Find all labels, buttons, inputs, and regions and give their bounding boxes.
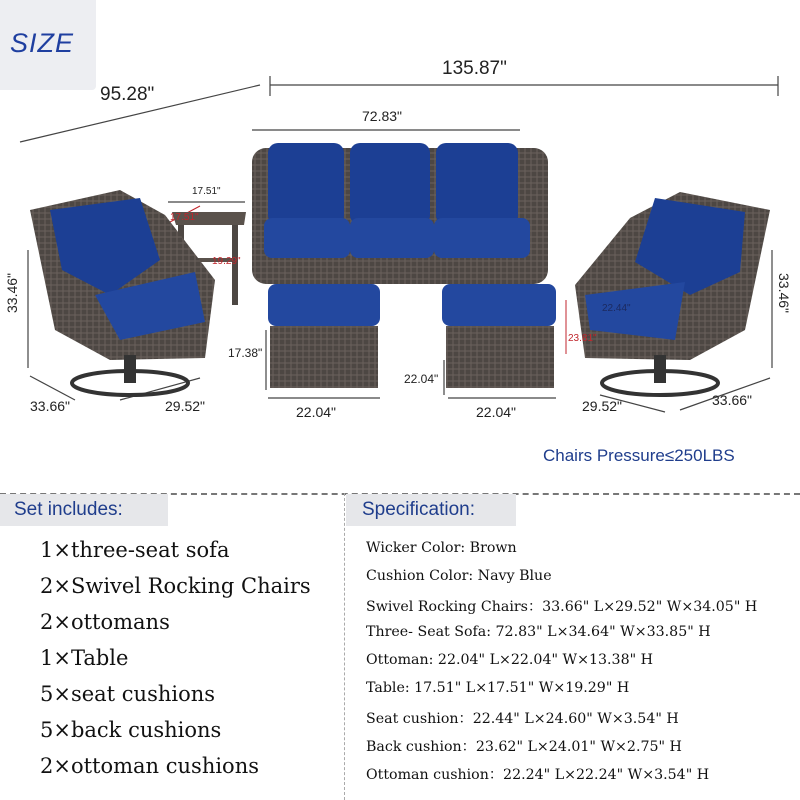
dim-table-side: 17.51" (170, 212, 199, 223)
spec-item: Back cushion：23.62" L×24.01" W×2.75" H (366, 739, 682, 755)
list-item: 5×back cushions (40, 718, 222, 742)
ottoman-illustration-1 (268, 284, 380, 388)
set-includes-list (40, 538, 311, 790)
dim-ottoman1-width: 22.04" (296, 404, 337, 420)
spec-item: Cushion Color: Navy Blue (366, 568, 552, 584)
spec-item: Table: 17.51" L×17.51" W×19.29" H (366, 680, 630, 696)
dim-table-height: 19.29" (212, 256, 241, 267)
specification-list (366, 540, 757, 792)
spec-item: Ottoman cushion：22.24" L×22.24" W×3.54" H (366, 767, 710, 783)
dim-right-chair-height: 33.46" (776, 272, 793, 314)
ottoman-illustration-2 (442, 284, 556, 388)
dim-overall-width: 135.87" (442, 58, 507, 79)
dim-right-chair-width: 29.52" (582, 398, 623, 414)
list-item: 2×ottomans (40, 610, 170, 634)
list-item: 1×Table (40, 646, 129, 670)
dim-ottoman2-width: 22.04" (476, 404, 517, 420)
dim-table-top: 17.51" (192, 186, 221, 197)
spec-item: Three- Seat Sofa: 72.83" L×34.64" W×33.85" H (366, 624, 711, 640)
spec-item: Ottoman: 22.04" L×22.04" W×13.38" H (366, 652, 654, 668)
dim-left-chair-depth: 33.66" (30, 398, 71, 414)
list-item: 5×seat cushions (40, 682, 216, 706)
set-includes-title: Set includes: (14, 499, 123, 520)
dim-sofa-width: 72.83" (362, 108, 403, 124)
dim-left-chair-height: 33.46" (4, 272, 21, 314)
right-chair-illustration (575, 192, 770, 395)
dim-left-chair-width: 29.52" (165, 398, 206, 414)
dim-seat-cushion-width: 22.44" (602, 303, 631, 314)
spec-item: Wicker Color: Brown (366, 540, 517, 556)
dim-right-chair-depth: 33.66" (712, 392, 753, 408)
chairs-pressure-note: Chairs Pressure≤250LBS (543, 446, 735, 465)
dim-ottoman1-height: 17.38" (228, 346, 263, 360)
size-label: SIZE (10, 28, 75, 58)
sofa-illustration (252, 143, 548, 284)
specification-title: Specification: (362, 499, 476, 520)
dim-overall-depth: 95.28" (100, 84, 155, 105)
spec-item: Seat cushion：22.44" L×24.60" W×3.54" H (366, 711, 679, 727)
column-divider (344, 493, 345, 800)
list-item: 2×ottoman cushions (40, 754, 260, 778)
dim-ottoman2-depth: 22.04" (404, 372, 439, 386)
spec-item: Swivel Rocking Chairs：33.66" L×29.52" W×34.05" H (366, 599, 758, 615)
list-item: 1×three-seat sofa (40, 538, 230, 562)
dim-seat-cushion-depth: 23.81" (568, 333, 597, 344)
list-item: 2×Swivel Rocking Chairs (40, 574, 311, 598)
